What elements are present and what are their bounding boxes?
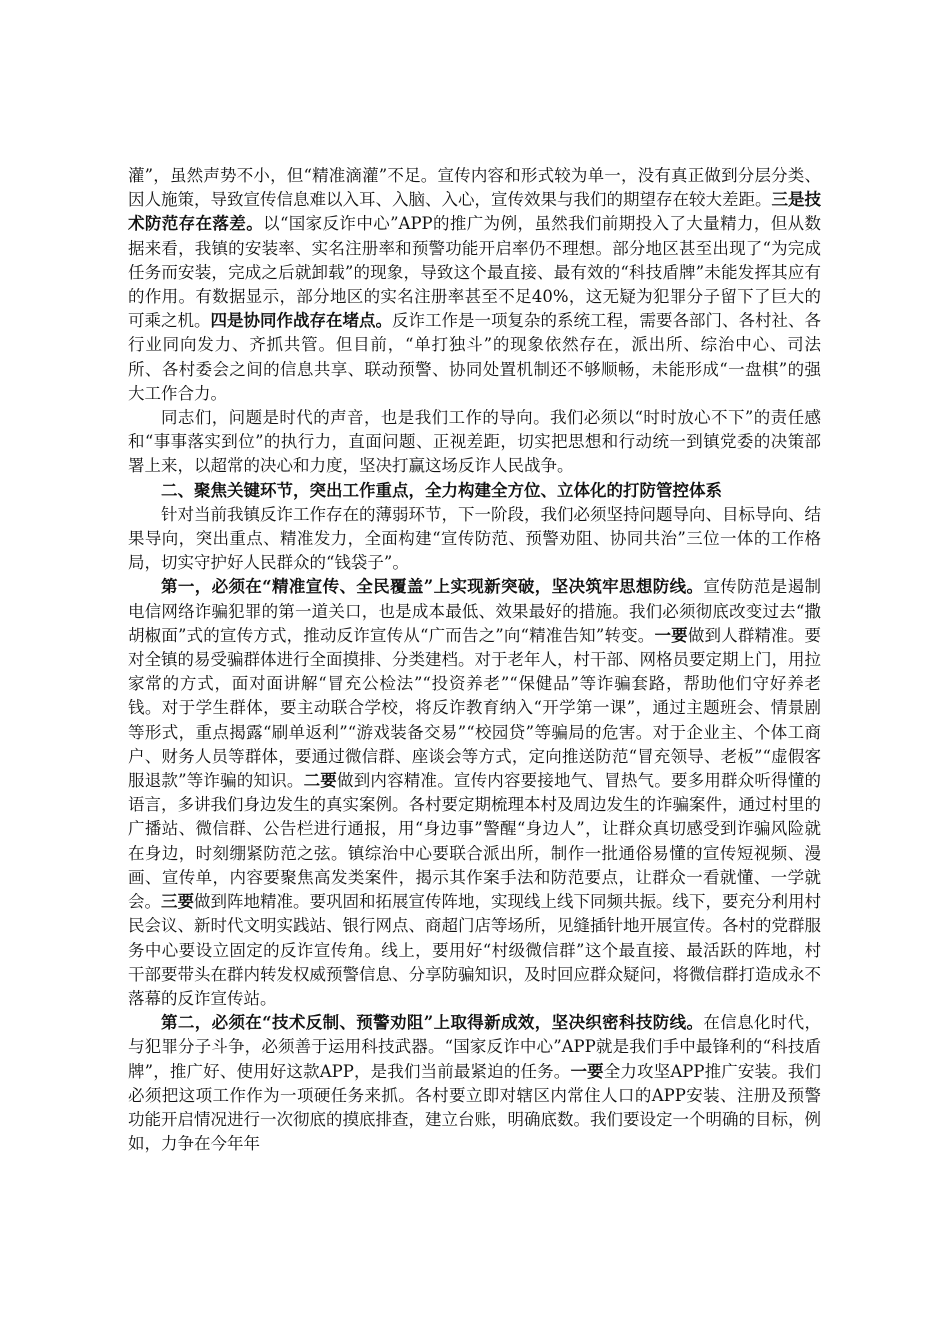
text-run: 做到内容精准。宣传内容要接地气、冒热气。要多用群众听得懂的语言，多讲我们身边发生的真实案例。各村要定期梳理本村及周边发生的诈骗案件，通过村里的广播站、微信群、公告栏进行通报，用“身边事”警醒“身边人”，让群众真切感受到诈骗风险就在身边，时刻绷紧防范之弦。镇综治中心要联合派出所，制作一批通俗易懂的宣传短视频、漫画、宣传单，内容要聚焦高发类案件，揭示其作案手法和防范要点，让群众一看就懂、一学就会。 <box>128 771 822 912</box>
text-run: 灌”，虽然声势不小，但“精准滴灌”不足。宣传内容和形式较为单一，没有真正做到分层分类、因人施策，导致宣传信息难以入耳、入脑、入心，宣传效果与我们的期望存在较大差距。 <box>128 166 821 210</box>
bold-run-second-heading: 第二，必须在“技术反制、预警劝阻”上取得新成效，坚决织密科技防线。 <box>161 1013 704 1033</box>
section-heading-two <box>128 479 821 503</box>
text-run: 在信息化时代，与犯罪分子斗争，必须善于运用科技武器。“国家反诈中心”APP就是我们手中最锋利的“科技盾牌”，推广好、使用好这款APP，是我们当前最紧迫的任务。 <box>128 1013 821 1081</box>
paragraph-problems-continued <box>128 164 821 406</box>
bold-run-fourth-point: 四是协同作战存在堵点。 <box>210 311 392 331</box>
bold-run-sanyao: 三要 <box>161 892 194 912</box>
text-run: 做到人群精准。要对全镇的易受骗群体进行全面摸排、分类建档。对于老年人，村干部、网格员要定期上门，用拉家常的方式，面对面讲解“冒充公检法”“投资养老”“保健品”等诈骗套路，帮助他们守好养老钱。对于学生群体，要主动联合学校，将反诈教育纳入“开学第一课”，通过主题班会、情景剧等形式，重点揭露“刷单返利”“游戏装备交易”“校园贷”等骗局的危害。对于企业主、个体工商户、财务人员等群体，要通过微信群、座谈会等方式，定向推送防范“冒充领导、老板”“虚假客服退款”等诈骗的知识。 <box>128 625 822 791</box>
bold-run-yiyao: 一要 <box>654 625 688 645</box>
document-page <box>128 164 821 1156</box>
paragraph-second-tech-countermeasures <box>128 1011 821 1156</box>
text-run: 全力攻坚APP推广安装。我们必须把这项工作作为一项硬任务来抓。各村要立即对辖区内常住人口的APP安装、注册及预警功能开启情况进行一次彻底的摸底排查，建立台账，明确底数。我们要设定一个明确的目标，例如，力争在今年年 <box>128 1061 822 1154</box>
text-run: 同志们，问题是时代的声音，也是我们工作的导向。我们必须以“时时放心不下”的责任感和“事事落实到位”的执行力，直面问题、正视差距，切实把思想和行动统一到镇党委的决策部署上来，以超常的决心和力度，坚决打赢这场反诈人民战争。 <box>128 408 821 476</box>
bold-run-first-heading: 第一，必须在“精准宣传、全民覆盖”上实现新突破，坚决筑牢思想防线。 <box>161 577 704 597</box>
text-run: 宣传防范是遏制电信网络诈骗犯罪的第一道关口，也是成本最低、效果最好的措施。我们必须彻底改变过去“撒胡椒面”式的宣传方式，推动反诈宣传从“广而告之”向“精准告知”转变。 <box>128 577 821 645</box>
heading-text: 二、聚焦关键环节，突出工作重点，全力构建全方位、立体化的打防管控体系 <box>161 480 722 500</box>
text-run: 反诈工作是一项复杂的系统工程，需要各部门、各村社、各行业同向发力、齐抓共管。但目前，“单打独斗”的现象依然存在，派出所、综治中心、司法所、各村委会之间的信息共享、联动预警、协同处置机制还不够顺畅，未能形成“一盘棋”的强大工作合力。 <box>128 311 821 403</box>
paragraph-first-precise-publicity <box>128 575 821 1011</box>
bold-run-yiyao: 一要 <box>570 1061 604 1081</box>
paragraph-weak-links <box>128 503 821 576</box>
bold-run-third-point: 三是技术防范存在落差。 <box>128 190 821 234</box>
text-run: 针对当前我镇反诈工作存在的薄弱环节，下一阶段，我们必须坚持问题导向、目标导向、结果导向，突出重点、精准发力，全面构建“宣传防范、预警劝阻、协同共治”三位一体的工作格局，切实守护好人民群众的“钱袋子”。 <box>128 504 821 573</box>
text-run: 以“国家反诈中心”APP的推广为例，虽然我们前期投入了大量精力，但从数据来看，我镇的安装率、实名注册率和预警功能开启率仍不理想。部分地区甚至出现了“为完成任务而安装，完成之后就卸载”的现象，导致这个最直接、最有效的“科技盾牌”未能发挥其应有的作用。有数据显示，部分地区的实名注册率甚至不足40%，这无疑为犯罪分子留下了巨大的可乘之机。 <box>128 214 821 331</box>
bold-run-eryao: 二要 <box>303 771 338 791</box>
text-run: 做到阵地精准。要巩固和拓展宣传阵地，实现线上线下同频共振。线下，要充分利用村民会议、新时代文明实践站、银行网点、商超门店等场所，见缝插针地开展宣传。各村的党群服务中心要设立固定的反诈宣传角。线上，要用好“村级微信群”这个最直接、最活跃的阵地，村干部要带头在群内转发权威预警信息、分享防骗知识，及时回应群众疑问，将微信群打造成永不落幕的反诈宣传站。 <box>128 892 821 1008</box>
paragraph-comrades <box>128 406 821 479</box>
